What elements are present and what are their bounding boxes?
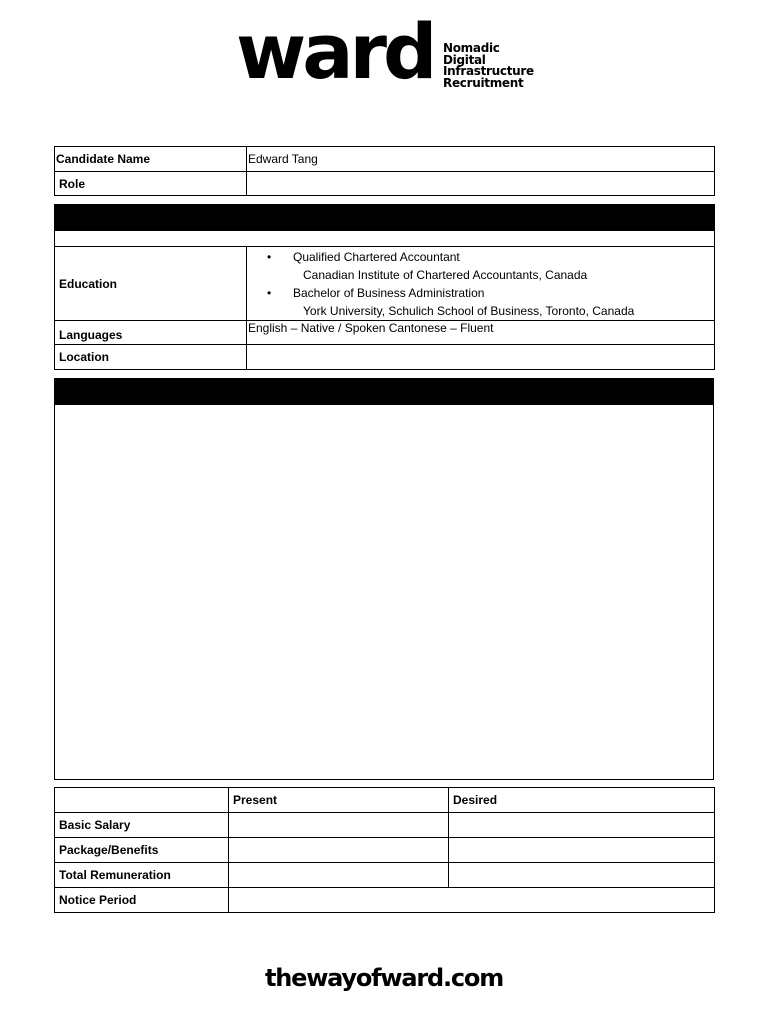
candidate-name-value: Edward Tang [247, 147, 715, 172]
summary-body [55, 405, 714, 780]
blank-row [55, 231, 715, 247]
location-value [247, 345, 715, 370]
notice-period-value [229, 888, 715, 913]
candidate-table [54, 146, 715, 196]
logo-tagline [443, 43, 534, 89]
logo-wordmark: ward [236, 7, 434, 96]
footer-url: thewayofward.com [264, 964, 504, 992]
present-header: Present [229, 788, 449, 813]
ward-logo [236, 7, 536, 100]
bullet-icon: • [267, 285, 272, 300]
desired-header: Desired [449, 788, 715, 813]
package-benefits-label: Package/Benefits [55, 838, 229, 863]
package-benefits-present [229, 838, 449, 863]
summary-table [54, 378, 714, 780]
role-label: Role [55, 172, 247, 196]
location-label: Location [55, 345, 247, 370]
education-title: Bachelor of Business Administration [293, 285, 485, 300]
bullet-icon: • [267, 249, 272, 264]
blank-header-cell [55, 788, 229, 813]
education-item [247, 284, 714, 302]
role-value [247, 172, 715, 196]
total-remuneration-present [229, 863, 449, 888]
package-benefits-desired [449, 838, 715, 863]
profile-table [54, 204, 715, 370]
total-remuneration-label: Total Remuneration [55, 863, 229, 888]
education-list [247, 248, 714, 320]
education-institution: York University, Schulich School of Business, Toronto, Canada [303, 303, 635, 318]
section-header-bar [55, 205, 715, 231]
education-value [247, 247, 715, 321]
candidate-name-label: Candidate Name [55, 147, 247, 172]
total-remuneration-desired [449, 863, 715, 888]
logo-tagline-line: Nomadic [443, 41, 500, 55]
notice-period-label: Notice Period [55, 888, 229, 913]
basic-salary-desired [449, 813, 715, 838]
section-header-bar [55, 379, 714, 405]
education-item [247, 248, 714, 266]
basic-salary-present [229, 813, 449, 838]
languages-value: English – Native / Spoken Cantonese – Fluent [247, 321, 715, 345]
remuneration-table [54, 787, 715, 913]
education-label: Education [55, 247, 247, 321]
languages-label: Languages [55, 321, 247, 345]
logo-tagline-line: Infrastructure [443, 64, 534, 78]
education-institution: Canadian Institute of Chartered Accountants, Canada [303, 267, 588, 282]
education-title: Qualified Chartered Accountant [293, 249, 460, 264]
basic-salary-label: Basic Salary [55, 813, 229, 838]
logo-tagline-line: Recruitment [443, 75, 524, 90]
logo-tagline-line: Digital [443, 52, 486, 67]
